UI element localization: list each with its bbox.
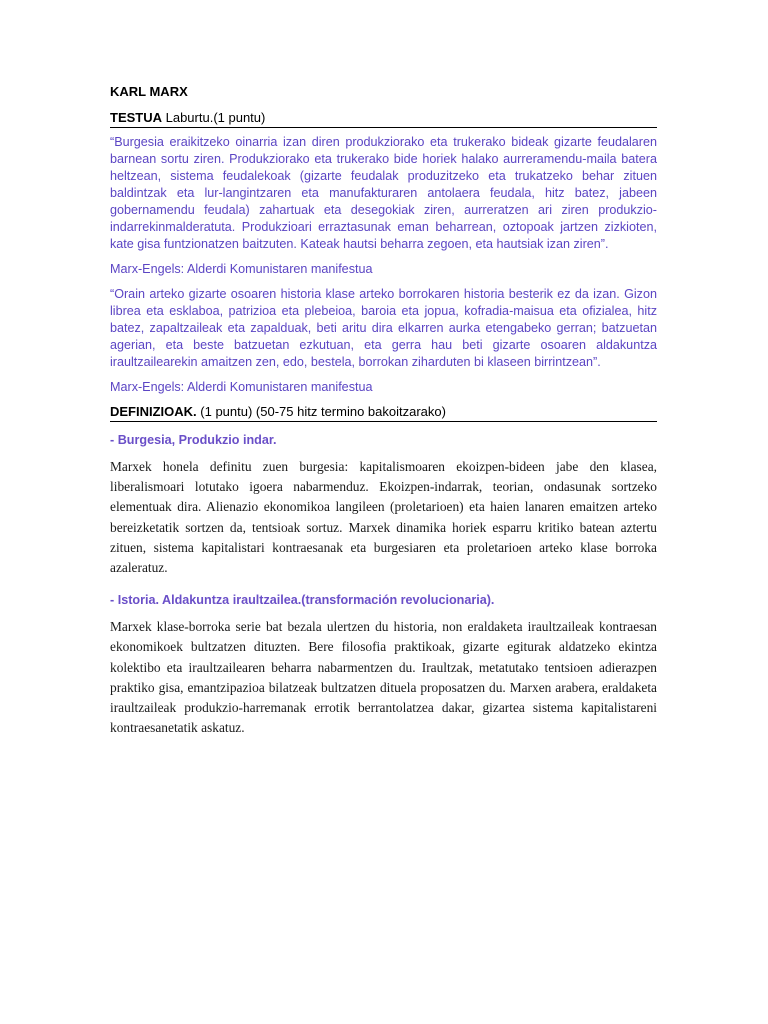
testua-section-heading: [110, 110, 657, 128]
definizioak-heading-bold: DEFINIZIOAK.: [110, 404, 197, 419]
testua-heading-rest: Laburtu.(1 puntu): [162, 110, 266, 125]
document-title: KARL MARX: [110, 84, 188, 99]
term-heading-2: - Istoria. Aldakuntza iraultzailea.(transformación revolucionaria).: [110, 593, 495, 608]
definition-paragraph-2: Marxek klase-borroka serie bat bezala ulertzen du historia, non eraldaketa iraultzaileak kontraesan ekonomikoek bultzatzen dituzten. Bere filosofia praktikoak, gizarte egiturak aldatzeko ekintza kolektibo eta iraultzailearen beharra nabarmentzen du. Iraultzak, metatutako tentsioen adierazpen praktiko gisa, emantzipazioa bilatzeak bultzatzen dituela proposatzen du. Marxen arabera, eraldaketa iraultzaileak produkzio-harremanak errotik berrantolatzea dakar, gizartea sistema kapitalistareni kontraesanetatik askatuz.: [110, 619, 657, 736]
quote-source-2: Marx-Engels: Alderdi Komunistaren manifestua: [110, 380, 373, 394]
definition-paragraph-1: Marxek honela definitu zuen burgesia: kapitalismoaren ekoizpen-bideen jabe den klasea, liberalismoari lotutako igoera nabarmenduz. Ekoizpen-indarrak, teorian, ondasunak sortzeko elementuak dira. Alienazio ekonomikoa langileen (proletarioen) eta haien lanaren emaitzen arteko bereizketatik sortzen da, tentsioak sortuz. Marxek dinamika horiek esparru kritiko batean aztertu zituen, sistema kapitalistari kontraesanak eta burgesiaren eta proletarioen arteko klase borroka azaleratuz.: [110, 459, 657, 576]
definizioak-section-heading: [110, 404, 657, 422]
term-heading-1: - Burgesia, Produkzio indar.: [110, 433, 277, 447]
definizioak-heading-rest: (1 puntu) (50-75 hitz termino bakoitzarako): [196, 404, 446, 419]
quote-paragraph-1: “Burgesia eraikitzeko oinarria izan diren produkziorako eta trukerako bideak gizarte feudalaren barnean sortu ziren. Produkziorako eta trukerako bide horiek halako aurreramendu-maila batera heltzean, sistema feudalekoak (gizarte feudalak produzitzeko eta trukatzeko behar zituen baldintzak eta lur-langintzaren eta manufakturaren antolaera feudala, hitz batez, jabeen gobernamendu feudala) zahartuak eta desegokiak ziren, aurreratzen ari ziren produkzio-indarrekinmalderatuta. Produkzioari erraztasunak eman beharrean, oztopoak jartzen zizkioten, kate gisa funtzionatzen baitzuten. Kateak hautsi beharra zegoen, eta hautsiak izan ziren”.: [110, 135, 657, 251]
quote-paragraph-2: “Orain arteko gizarte osoaren historia klase arteko borrokaren historia besterik ez da izan. Gizon librea eta esklaboa, patrizioa eta plebeioa, baroia eta jopua, kofradia-maisua eta ofizialea, hitz batez, zapaltzaileak eta zapalduak, beti aritu dira elkarren aurka etengabeko gerran; batzuetan agerian, eta beste batzuetan ezkutuan, eta gerra hau beti gizarte osoaren aldakuntza iraultzailearekin amaitzen zen, edo, bestela, borrokan ziharduten bi klaseen birrintzean”.: [110, 287, 657, 369]
testua-heading-bold: TESTUA: [110, 110, 162, 125]
document-page: [110, 84, 657, 752]
quote-source-1: Marx-Engels: Alderdi Komunistaren manifestua: [110, 262, 373, 276]
